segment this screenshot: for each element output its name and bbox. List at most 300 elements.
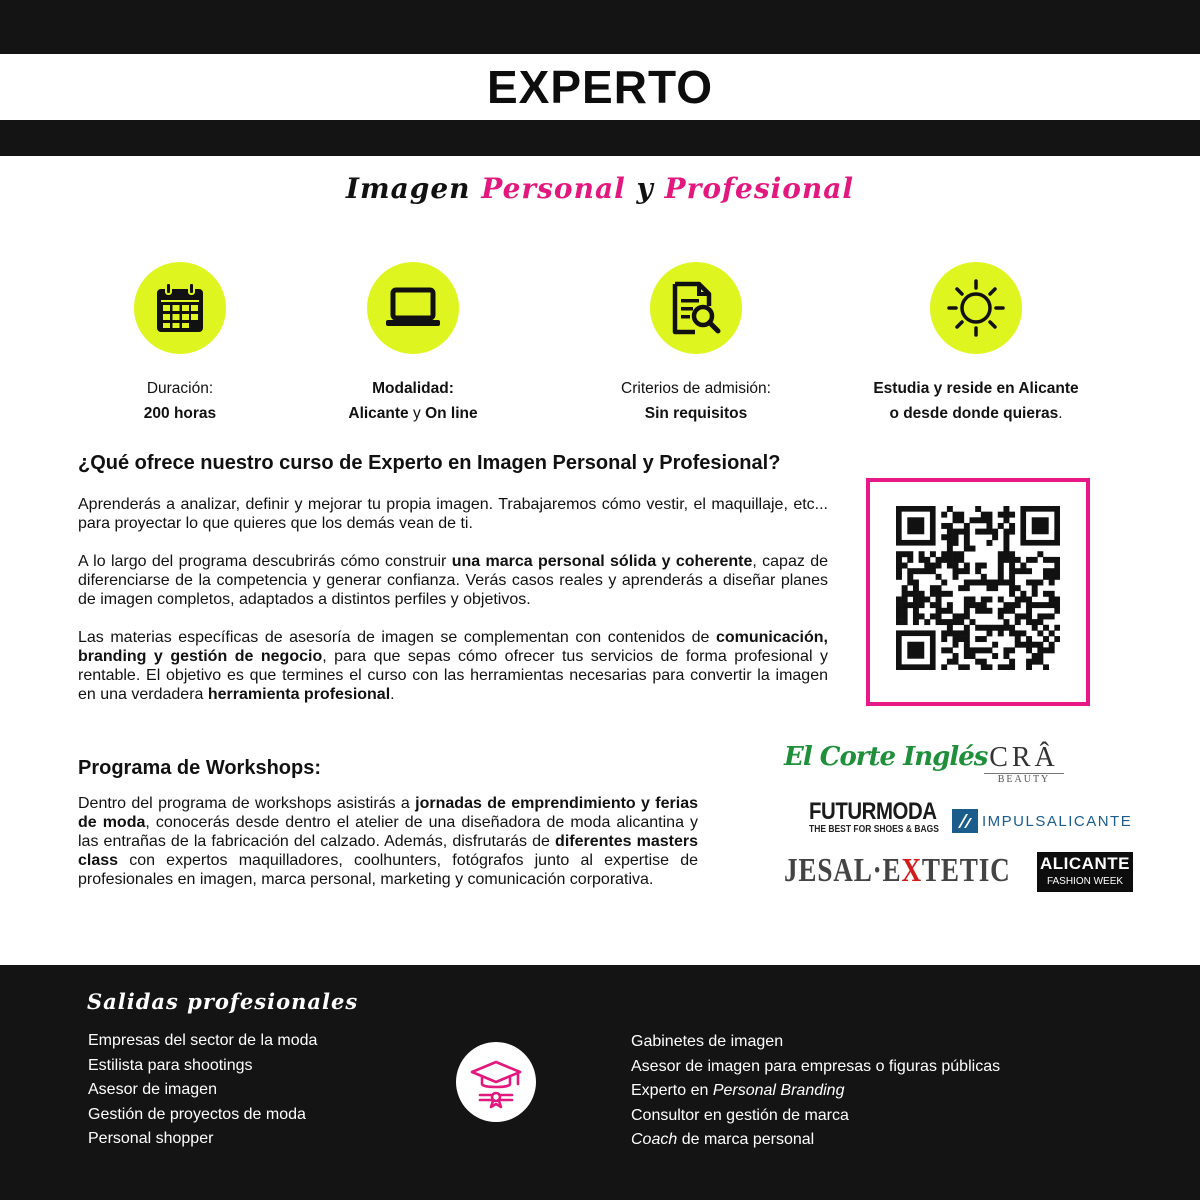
qr-module (958, 664, 964, 670)
qr-module (936, 619, 942, 625)
qr-module (1032, 591, 1038, 597)
list-item (631, 1128, 1000, 1153)
qr-module (958, 512, 964, 518)
qr-module (913, 591, 919, 597)
qr-module (1043, 602, 1049, 608)
logo-cra-name: CRÂ (989, 742, 1059, 773)
qr-module (953, 540, 959, 546)
qr-module (981, 664, 987, 670)
qr-module (930, 591, 936, 597)
qr-module (936, 591, 942, 597)
qr-module (964, 647, 970, 653)
qr-module (913, 585, 919, 591)
qr-module (1003, 619, 1009, 625)
qr-module (902, 608, 908, 614)
logo-impulsalicante (952, 809, 1132, 833)
qr-module (970, 602, 976, 608)
qr-module (902, 602, 908, 608)
logo-jesal-extetic (784, 852, 1011, 890)
qr-module (947, 546, 953, 552)
qr-module (1043, 636, 1049, 642)
qr-module (953, 512, 959, 518)
logo-alicante-fashion-week (1037, 852, 1133, 892)
qr-module (1015, 602, 1021, 608)
qr-module (981, 659, 987, 665)
qr-module (1026, 642, 1032, 648)
qr-module (930, 613, 936, 619)
offer-p3-bold-1: comunicación, branding y gestión de negocio (78, 629, 828, 665)
qr-module (1054, 557, 1060, 563)
qr-module (1032, 625, 1038, 631)
qr-module (970, 517, 976, 523)
qr-module (975, 647, 981, 653)
qr-module (953, 551, 959, 557)
qr-module (998, 512, 1004, 518)
qr-module (941, 580, 947, 586)
qr-module (964, 602, 970, 608)
qr-module (1049, 642, 1055, 648)
qr-module (1020, 630, 1026, 636)
workshops-heading: Programa de Workshops: (78, 757, 322, 779)
qr-module (981, 625, 987, 631)
qr-module (913, 568, 919, 574)
qr-module (1003, 653, 1009, 659)
qr-module (958, 619, 964, 625)
qr-module (1043, 568, 1049, 574)
page-title: EXPERTO (487, 61, 713, 113)
qr-module (947, 659, 953, 665)
qr-module (947, 551, 953, 557)
offer-p2-text-a: A lo largo del programa descubrirás cómo construir (78, 553, 452, 570)
qr-module (953, 659, 959, 665)
qr-module (896, 613, 902, 619)
qr-module (953, 563, 959, 569)
qr-module (958, 551, 964, 557)
qr-module (1043, 613, 1049, 619)
qr-module (1049, 613, 1055, 619)
workshops-paragraph (78, 794, 698, 889)
workshops-bold-1: jornadas de emprendimiento y ferias de moda (78, 795, 698, 831)
feature-location-line1: Estudia y reside en Alicante (873, 380, 1079, 397)
qr-module (1020, 613, 1026, 619)
qr-module (1026, 580, 1032, 586)
qr-module (941, 551, 947, 557)
qr-module (970, 619, 976, 625)
qr-module (1020, 563, 1026, 569)
qr-module (998, 551, 1004, 557)
qr-module (1049, 630, 1055, 636)
offer-p3-text-c: , para que sepas cómo ofrecer tus servicios de forma profesional y rentable. El objetivo es que termines el curso con las herramientas necesarias para convertir la imagen en una verdadera (78, 648, 828, 703)
qr-module (953, 517, 959, 523)
qr-module (1037, 647, 1043, 653)
qr-module (919, 557, 925, 563)
qr-module (981, 563, 987, 569)
qr-module (896, 602, 902, 608)
workshops-text-a: Dentro del programa de workshops asistirás a (78, 795, 416, 812)
qr-module (1032, 659, 1038, 665)
qr-module (1043, 647, 1049, 653)
qr-module (936, 585, 942, 591)
qr-module (964, 596, 970, 602)
qr-module (902, 551, 908, 557)
qr-module (1015, 642, 1021, 648)
qr-module (1037, 659, 1043, 665)
qr-module (1009, 608, 1015, 614)
list-item: Gabinetes de imagen (631, 1033, 784, 1050)
qr-module (907, 591, 913, 597)
qr-module (913, 613, 919, 619)
logo-jesal-part-b: TETIC (921, 852, 1011, 889)
qr-module (964, 546, 970, 552)
logo-futurmoda (809, 800, 962, 835)
qr-module (986, 580, 992, 586)
qr-module (941, 557, 947, 563)
qr-module (1054, 636, 1060, 642)
qr-module (981, 574, 987, 580)
qr-module (902, 591, 908, 597)
qr-module (986, 596, 992, 602)
qr-module (902, 613, 908, 619)
qr-module (1043, 574, 1049, 580)
qr-module (964, 636, 970, 642)
qr-module (1003, 540, 1009, 546)
qr-module (902, 596, 908, 602)
qr-module (1015, 585, 1021, 591)
qr-module (930, 551, 936, 557)
list-item-text: de marca personal (677, 1131, 815, 1148)
qr-module (958, 529, 964, 535)
qr-module (981, 529, 987, 535)
offer-p3-text-a: Las materias específicas de asesoría de imagen se complementan con contenidos de (78, 629, 716, 646)
qr-module (936, 596, 942, 602)
qr-module (953, 619, 959, 625)
qr-module (1003, 546, 1009, 552)
qr-module (981, 580, 987, 586)
qr-module (964, 630, 970, 636)
subtitle-word-profesional: Profesional (664, 172, 855, 205)
list-item: Consultor en gestión de marca (631, 1106, 849, 1124)
qr-module (1026, 608, 1032, 614)
qr-module (1003, 625, 1009, 631)
qr-module (998, 563, 1004, 569)
qr-module (1009, 625, 1015, 631)
qr-module (953, 574, 959, 580)
list-item: Gestión de proyectos de moda (88, 1105, 306, 1123)
qr-module (981, 608, 987, 614)
qr-module (1020, 596, 1026, 602)
qr-module (896, 619, 902, 625)
qr-module (947, 557, 953, 563)
qr-module (958, 613, 964, 619)
qr-module (998, 557, 1004, 563)
qr-module (1054, 563, 1060, 569)
qr-finder-center (907, 517, 924, 534)
qr-module (941, 512, 947, 518)
qr-module (1049, 574, 1055, 580)
qr-module (1003, 557, 1009, 563)
qr-module (913, 596, 919, 602)
qr-module (1054, 608, 1060, 614)
qr-module (947, 529, 953, 535)
logo-jesal-x: X (901, 852, 922, 889)
qr-module (1026, 659, 1032, 665)
qr-module (1009, 630, 1015, 636)
calendar-icon (134, 262, 226, 354)
qr-module (1026, 619, 1032, 625)
qr-module (902, 563, 908, 569)
qr-module (986, 625, 992, 631)
qr-module (953, 557, 959, 563)
qr-module (907, 574, 913, 580)
qr-module (1037, 580, 1043, 586)
qr-module (1015, 636, 1021, 642)
qr-module (1054, 568, 1060, 574)
qr-module (1003, 664, 1009, 670)
qr-module (896, 596, 902, 602)
qr-module (975, 602, 981, 608)
list-item (631, 1079, 1000, 1104)
qr-module (1026, 557, 1032, 563)
qr-module (1015, 568, 1021, 574)
qr-module (970, 596, 976, 602)
qr-module (1049, 647, 1055, 653)
qr-module (1026, 647, 1032, 653)
qr-module (1020, 642, 1026, 648)
offer-p3-bold-2: herramienta profesional (207, 686, 391, 703)
qr-module (1043, 591, 1049, 597)
qr-module (964, 580, 970, 586)
logo-cra-tagline: BEAUTY (984, 773, 1064, 785)
qr-module (1054, 574, 1060, 580)
logo-cra-beauty (984, 744, 1064, 785)
qr-module (1054, 625, 1060, 631)
qr-module (992, 585, 998, 591)
qr-module (986, 517, 992, 523)
qr-module (970, 653, 976, 659)
qr-module (919, 602, 925, 608)
feature-admission-label: Criterios de admisión: (621, 380, 771, 397)
qr-module (1037, 551, 1043, 557)
qr-module (998, 613, 1004, 619)
qr-module (998, 580, 1004, 586)
qr-module (1037, 602, 1043, 608)
qr-module (964, 585, 970, 591)
qr-module (964, 563, 970, 569)
feature-modality-connector: y (408, 405, 426, 422)
qr-module (947, 506, 953, 512)
qr-module (958, 557, 964, 563)
qr-module (924, 596, 930, 602)
qr-module (998, 625, 1004, 631)
qr-module (1003, 608, 1009, 614)
qr-module (1009, 563, 1015, 569)
logo-futurmoda-name: FUTURMODA (809, 798, 937, 825)
offer-heading: ¿Qué ofrece nuestro curso de Experto en Imagen Personal y Profesional? (78, 452, 781, 474)
careers-heading: Salidas profesionales (87, 989, 359, 1014)
qr-module (907, 580, 913, 586)
qr-module (1026, 602, 1032, 608)
qr-module (941, 608, 947, 614)
qr-module (975, 529, 981, 535)
qr-module (919, 568, 925, 574)
qr-code[interactable] (896, 506, 1060, 670)
qr-module (902, 585, 908, 591)
qr-module (981, 596, 987, 602)
qr-module (947, 608, 953, 614)
qr-module (1032, 642, 1038, 648)
qr-module (919, 613, 925, 619)
qr-module (1020, 591, 1026, 597)
offer-p3-text-e: . (390, 686, 395, 703)
qr-module (998, 630, 1004, 636)
qr-module (975, 625, 981, 631)
laptop-icon (367, 262, 459, 354)
qr-module (953, 613, 959, 619)
qr-module (930, 602, 936, 608)
qr-module (992, 580, 998, 586)
qr-module (1037, 653, 1043, 659)
qr-module (1049, 568, 1055, 574)
qr-module (1049, 591, 1055, 597)
qr-module (986, 664, 992, 670)
qr-module (1032, 557, 1038, 563)
qr-module (1043, 557, 1049, 563)
qr-module (896, 574, 902, 580)
qr-module (958, 636, 964, 642)
qr-module (896, 608, 902, 614)
list-item: Estilista para shootings (88, 1056, 253, 1074)
qr-module (947, 540, 953, 546)
qr-module (1003, 551, 1009, 557)
qr-module (1009, 557, 1015, 563)
offer-p2-text-c: , capaz de diferenciarse de la competencia y generar confianza. Verás casos reales y aprenderás a diseñar planes de imagen completos, adaptados a distintos perfiles y objetivos. (78, 553, 829, 608)
feature-location-period: . (1058, 405, 1063, 422)
qr-module (1032, 585, 1038, 591)
list-item: Asesor de imagen (88, 1081, 217, 1098)
feature-modality-label: Modalidad: (372, 380, 454, 397)
qr-code-frame[interactable] (866, 478, 1090, 706)
feature-modality-value-alicante: Alicante (348, 405, 409, 422)
qr-module (907, 551, 913, 557)
qr-module (981, 647, 987, 653)
offer-paragraph-3 (78, 628, 828, 704)
qr-module (941, 664, 947, 670)
qr-module (1003, 580, 1009, 586)
offer-p2-bold: una marca personal sólida y coherente (451, 553, 753, 570)
course-subtitle (0, 172, 1200, 205)
qr-module (941, 591, 947, 597)
qr-module (998, 574, 1004, 580)
title-band (0, 54, 1200, 120)
qr-module (953, 642, 959, 648)
qr-module (924, 619, 930, 625)
qr-module (1009, 602, 1015, 608)
qr-module (998, 596, 1004, 602)
qr-module (1003, 534, 1009, 540)
careers-list-left (88, 1029, 317, 1152)
feature-modality (283, 262, 543, 426)
workshops-text-e: con expertos maquilladores, coolhunters, fotógrafos junto al expertise de profesionales en imagen, marca personal, marketing y comunicación corporativa. (78, 852, 698, 888)
qr-module (941, 636, 947, 642)
qr-finder-center (907, 642, 924, 659)
qr-module (964, 529, 970, 535)
qr-module (1009, 551, 1015, 557)
qr-module (964, 540, 970, 546)
qr-module (1026, 596, 1032, 602)
qr-module (975, 608, 981, 614)
qr-module (970, 647, 976, 653)
qr-module (1003, 506, 1009, 512)
qr-module (958, 630, 964, 636)
workshops-text-c: , conocerás desde dentro el atelier de una diseñadora de moda alicantina y las entrañas de la fabricación del calzado. Además, disfrutarás de (78, 814, 698, 850)
qr-module (1026, 664, 1032, 670)
qr-module (913, 580, 919, 586)
qr-module (1009, 574, 1015, 580)
qr-module (970, 546, 976, 552)
qr-module (1003, 512, 1009, 518)
qr-module (930, 585, 936, 591)
qr-module (975, 659, 981, 665)
qr-module (924, 568, 930, 574)
qr-module (907, 568, 913, 574)
qr-module (907, 557, 913, 563)
qr-module (1009, 512, 1015, 518)
qr-module (936, 557, 942, 563)
feature-modality-value-online: On line (425, 405, 478, 422)
qr-module (1032, 602, 1038, 608)
qr-module (930, 568, 936, 574)
qr-module (953, 534, 959, 540)
qr-module (1032, 580, 1038, 586)
qr-module (964, 653, 970, 659)
qr-module (964, 523, 970, 529)
qr-module (992, 653, 998, 659)
qr-module (936, 574, 942, 580)
qr-module (981, 636, 987, 642)
qr-module (1009, 568, 1015, 574)
qr-module (947, 602, 953, 608)
qr-module (947, 523, 953, 529)
logo-afw-name: ALICANTE (1040, 854, 1130, 873)
top-bar (0, 0, 1200, 54)
offer-paragraph-1: Aprenderás a analizar, definir y mejorar tu propia imagen. Trabajaremos cómo vestir, el maquillaje, etc... para proyectar lo que quieres que los demás vean de ti. (78, 496, 828, 532)
qr-module (947, 647, 953, 653)
list-item-emphasis: Coach (631, 1131, 678, 1148)
qr-module (947, 591, 953, 597)
qr-module (924, 563, 930, 569)
qr-module (998, 568, 1004, 574)
qr-module (1009, 664, 1015, 670)
qr-module (953, 636, 959, 642)
qr-module (958, 517, 964, 523)
qr-module (1015, 619, 1021, 625)
qr-module (998, 608, 1004, 614)
qr-module (970, 580, 976, 586)
qr-module (986, 512, 992, 518)
qr-module (1049, 596, 1055, 602)
list-item: Personal shopper (88, 1130, 214, 1147)
qr-module (975, 580, 981, 586)
document-search-icon (650, 262, 742, 354)
qr-module (947, 619, 953, 625)
feature-location (846, 262, 1106, 426)
qr-module (964, 664, 970, 670)
qr-module (941, 630, 947, 636)
qr-module (1037, 619, 1043, 625)
qr-module (1043, 664, 1049, 670)
careers-footer (0, 965, 1200, 1200)
list-item-text: Experto en (631, 1082, 713, 1099)
